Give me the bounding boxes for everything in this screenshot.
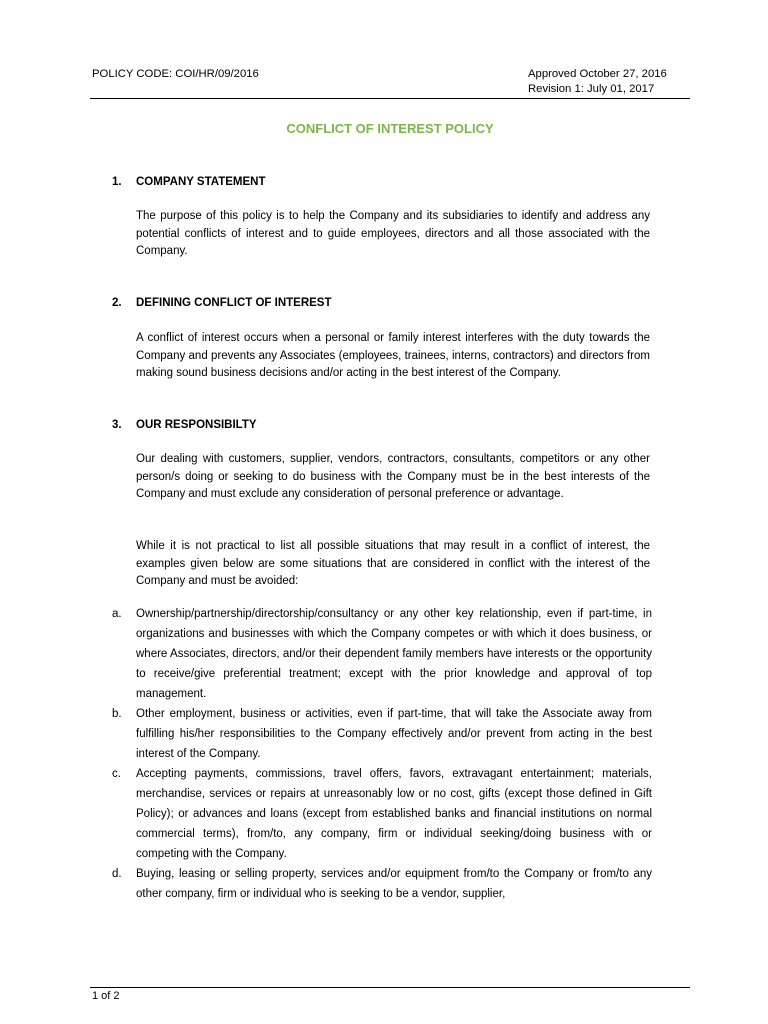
section-2-number: 2.	[112, 297, 122, 309]
section-3-paragraph-2: While it is not practical to list all possible situations that may result in a conflict of interest, the examples given below are some situations that are considered in conflict with the interest of the Company and must be avoided:	[136, 540, 650, 587]
section-1-number: 1.	[112, 176, 122, 188]
footer-divider	[90, 987, 690, 988]
list-item-text: Buying, leasing or selling property, services and/or equipment from/to the Company or from/to any other company, firm or individual who is seeking to be a vendor, supplier,	[136, 868, 652, 900]
list-marker: b.	[112, 708, 122, 720]
list-marker: d.	[112, 868, 122, 880]
list-item-text: Other employment, business or activities, even if part-time, that will take the Associate away from fulfilling his/her responsibilities to the Company effectively and/or prevent from acting in the best interest of the Company.	[136, 708, 652, 760]
section-2-paragraph: A conflict of interest occurs when a personal or family interest interferes with the duty towards the Company and prevents any Associates (employees, trainees, interns, contractors) and directors from making sound business decisions and/or acting in the best interest of the Company.	[136, 332, 650, 379]
revision-date: Revision 1: July 01, 2017	[528, 83, 655, 95]
section-3-heading: OUR RESPONSIBILTY	[136, 419, 257, 431]
list-marker: a.	[112, 608, 122, 620]
list-marker: c.	[112, 768, 121, 780]
list-item-text: Accepting payments, commissions, travel offers, favors, extravagant entertainment; materials, merchandise, services or repairs at unreasonably low or no cost, gifts (except those defined in Gift Policy); or advances and loans (except from established banks and financial institutions on normal commercial terms), from/to, any company, firm or individual seeking/doing business with or competing with the Company.	[136, 768, 652, 860]
list-item	[92, 864, 652, 904]
list-item	[92, 604, 652, 704]
section-3-paragraph-1: Our dealing with customers, supplier, vendors, contractors, consultants, competitors or any other person/s doing or seeking to do business with the Company must be in the best interests of the Company and must exclude any consideration of personal preference or advantage.	[136, 453, 650, 500]
section-3-number: 3.	[112, 419, 122, 431]
section-1-paragraph: The purpose of this policy is to help the Company and its subsidiaries to identify and address any potential conflicts of interest and to guide employees, directors and all those associated with the Company.	[136, 210, 650, 257]
list-item	[92, 764, 652, 864]
page-number: 1 of 2	[92, 990, 120, 1002]
policy-code: POLICY CODE: COI/HR/09/2016	[92, 68, 259, 80]
section-2-heading: DEFINING CONFLICT OF INTEREST	[136, 297, 332, 309]
approved-date: Approved October 27, 2016	[528, 68, 667, 80]
document-title: CONFLICT OF INTEREST POLICY	[286, 121, 494, 136]
list-item	[92, 704, 652, 764]
section-1-heading: COMPANY STATEMENT	[136, 176, 266, 188]
approval-info	[528, 67, 667, 97]
header-divider	[90, 98, 690, 99]
list-item-text: Ownership/partnership/directorship/consultancy or any other key relationship, even if part-time, in organizations and businesses with which the Company competes or with which it does business, or where Associates, directors, and/or their dependent family members have interests or the opportunity to receive/give preferential treatment; except with the prior knowledge and approval of top management.	[136, 608, 652, 700]
conflict-examples-list	[92, 604, 652, 904]
